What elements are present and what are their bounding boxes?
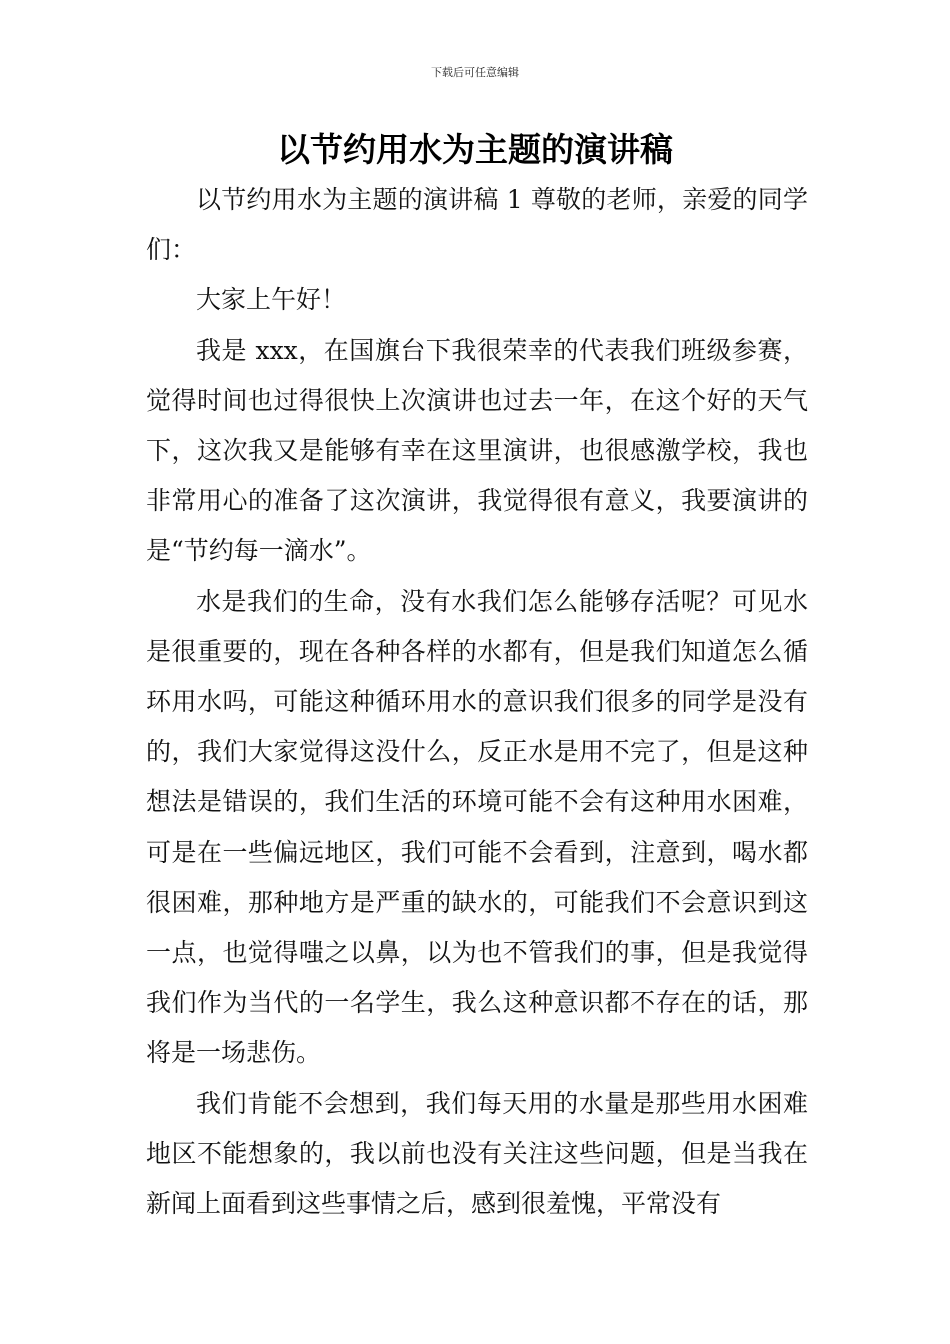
paragraph-introduction: 我是 xxx，在国旗台下我很荣幸的代表我们班级参赛，觉得时间也过得很快上次演讲也过去一年，在这个好的天气下，这次我又是能够有幸在这里演讲，也很感激学校，我也非常用心的准备了这次演讲，我觉得很有意义，我要演讲的是“节约每一滴水”。 (146, 335, 808, 566)
document-body (146, 175, 808, 1229)
paragraph-water-importance: 水是我们的生命，没有水我们怎么能够存活呢？可见水是很重要的，现在各种各样的水都有，但是我们知道怎么循环用水吗，可能这种循环用水的意识我们很多的同学是没有的，我们大家觉得这没什么，反正水是用不完了，但是这种想法是错误的，我们生活的环境可能不会有这种用水困难，可是在一些偏远地区，我们可能不会看到，注意到，喝水都很困难，那种地方是严重的缺水的，可能我们不会意识到这一点，也觉得嗤之以鼻，以为也不管我们的事，但是我觉得我们作为当代的一名学生，我么这种意识都不存在的话，那将是一场悲伤。 (146, 586, 808, 1068)
paragraph-greeting: 以节约用水为主题的演讲稿 1 尊敬的老师，亲爱的同学们： (146, 185, 808, 265)
document-title: 以节约用水为主题的演讲稿 (277, 130, 673, 169)
paragraph-salutation: 大家上午好！ (196, 285, 347, 315)
paragraph-water-usage: 我们肯能不会想到，我们每天用的水量是那些用水困难地区不能想象的，我以前也没有关注这些问题，但是当我在新闻上面看到这些事情之后，感到很羞愧，平常没有 (146, 1088, 808, 1219)
header-note: 下载后可任意编辑 (431, 66, 519, 79)
